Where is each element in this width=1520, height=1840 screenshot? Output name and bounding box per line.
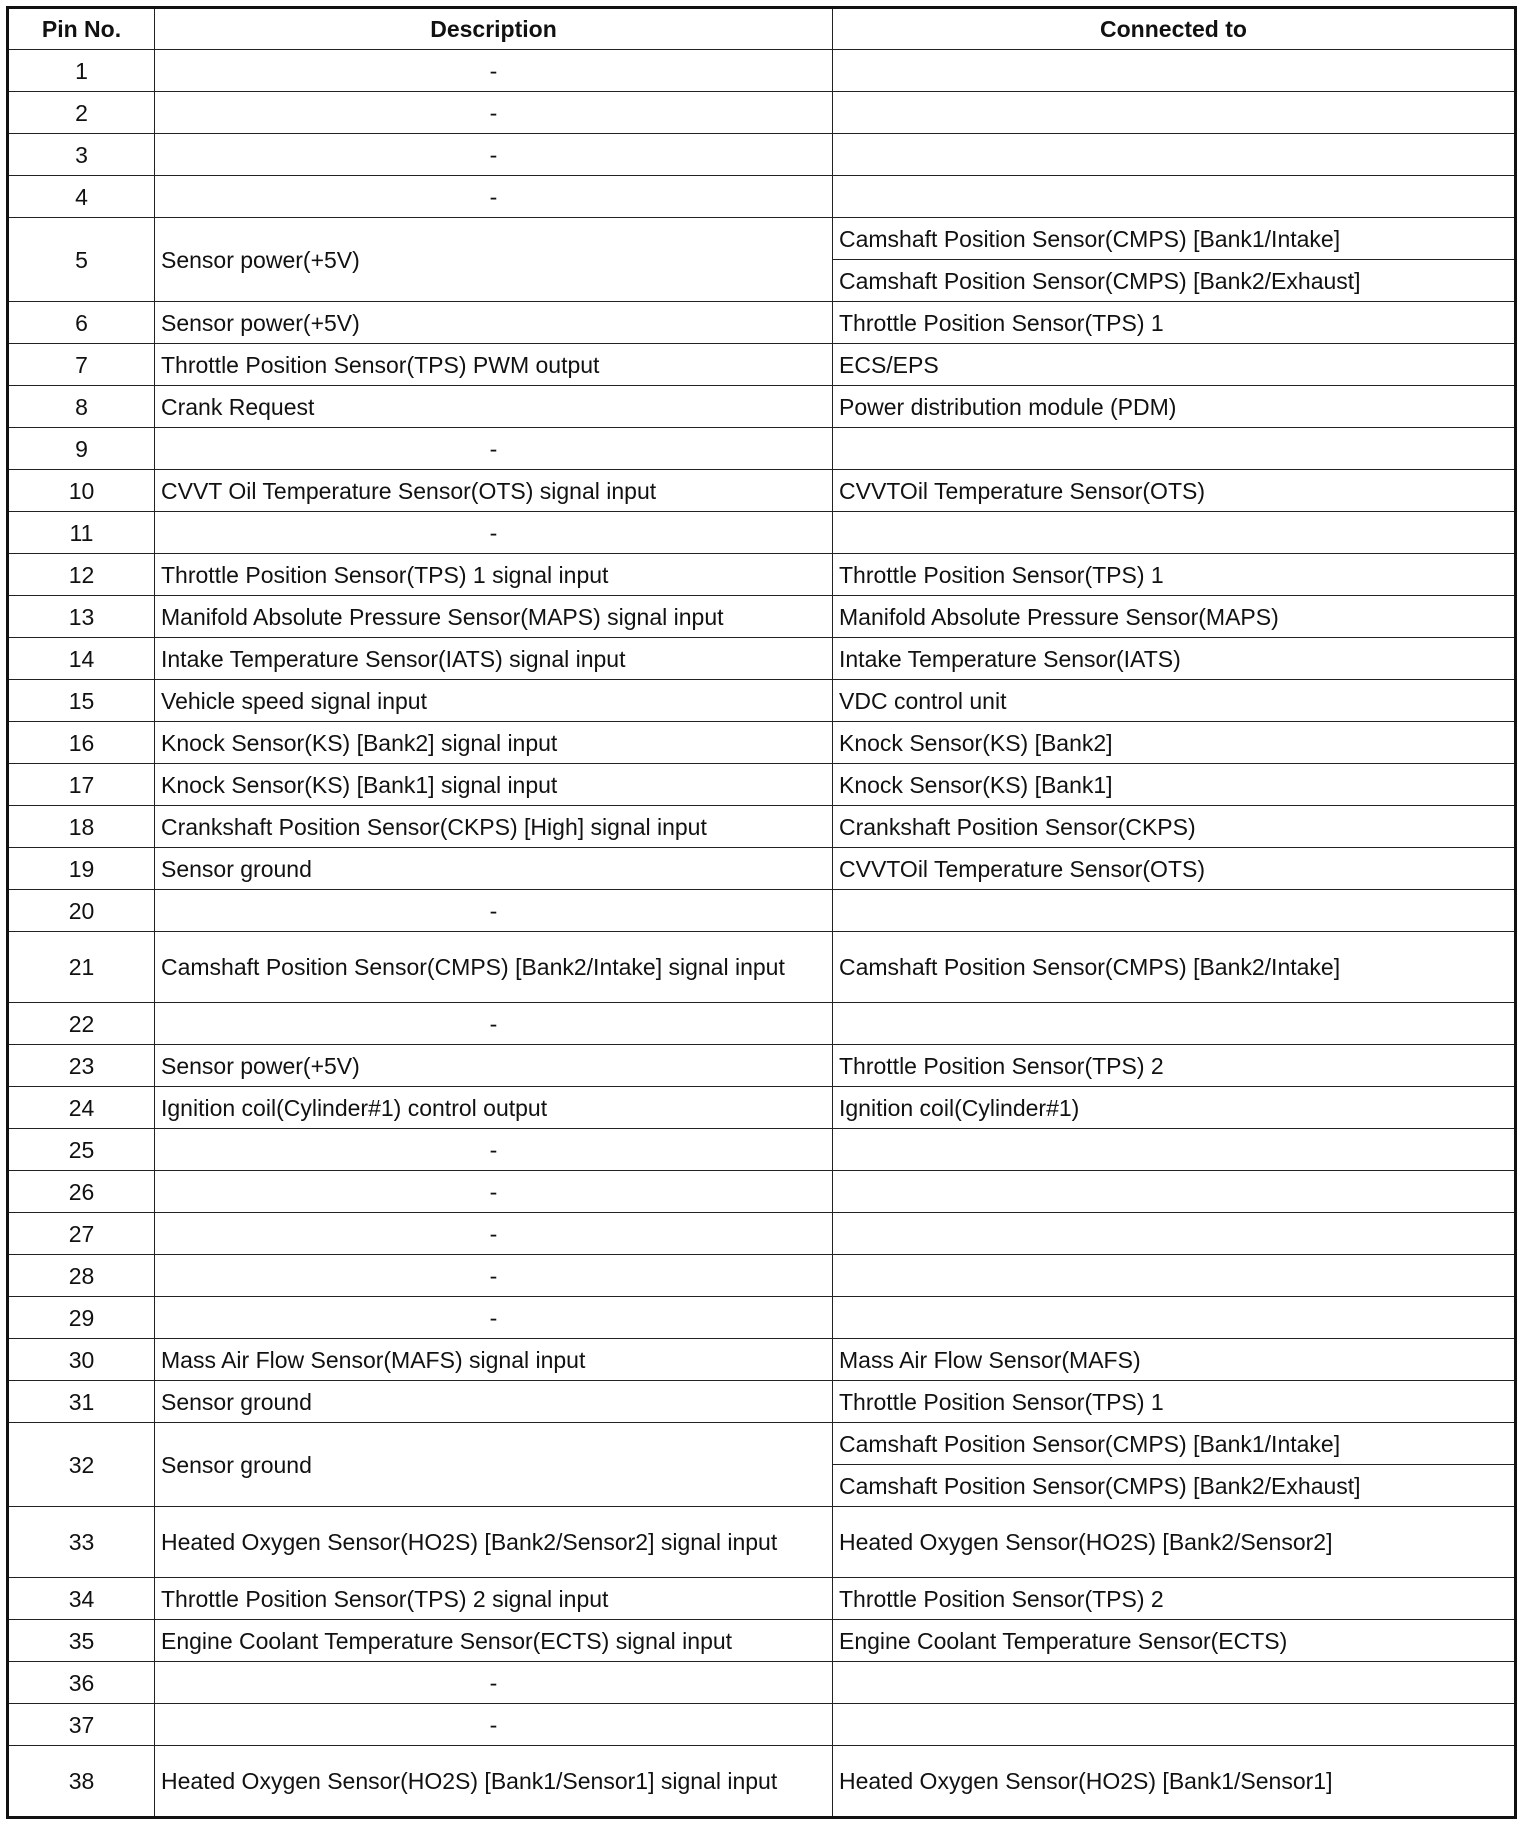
table-row [8,512,1516,554]
pin-connected-to-cell [833,512,1516,554]
pin-number-cell: 8 [8,386,155,428]
pin-description-cell: Mass Air Flow Sensor(MAFS) signal input [155,1339,833,1381]
pin-number-cell: 7 [8,344,155,386]
pin-description-cell: Throttle Position Sensor(TPS) 1 signal input [155,554,833,596]
pin-description-cell: - [155,1255,833,1297]
header-description: Description [155,8,833,50]
pin-number-cell: 24 [8,1087,155,1129]
pin-connected-to-cell: VDC control unit [833,680,1516,722]
pin-connected-to-cell: Throttle Position Sensor(TPS) 1 [833,1381,1516,1423]
pin-connected-to-cell: Throttle Position Sensor(TPS) 2 [833,1578,1516,1620]
table-row [8,1339,1516,1381]
pin-number-cell: 12 [8,554,155,596]
pin-number-cell: 21 [8,932,155,1003]
table-row [8,680,1516,722]
pin-connected-to-cell: Power distribution module (PDM) [833,386,1516,428]
pin-number-cell: 36 [8,1662,155,1704]
pin-description-cell: - [155,1704,833,1746]
pin-description-cell: Knock Sensor(KS) [Bank2] signal input [155,722,833,764]
pin-description-cell: - [155,1662,833,1704]
pin-number-cell: 28 [8,1255,155,1297]
pin-description-cell: Manifold Absolute Pressure Sensor(MAPS) signal input [155,596,833,638]
pin-connected-to-cell: CVVTOil Temperature Sensor(OTS) [833,848,1516,890]
pin-number-cell: 19 [8,848,155,890]
pin-connected-to-cell: Knock Sensor(KS) [Bank1] [833,764,1516,806]
pin-number-cell: 5 [8,218,155,302]
pin-description-cell: - [155,1297,833,1339]
pin-connected-to-cell [833,1129,1516,1171]
pin-description-cell: Sensor power(+5V) [155,1045,833,1087]
table-row [8,302,1516,344]
table-row [8,1129,1516,1171]
pin-connected-to-cell [833,890,1516,932]
pin-number-cell: 38 [8,1746,155,1818]
table-row [8,1255,1516,1297]
pin-number-cell: 15 [8,680,155,722]
pin-connected-to-cell [833,1003,1516,1045]
pin-description-cell: Camshaft Position Sensor(CMPS) [Bank2/Intake] signal input [155,932,833,1003]
pin-description-cell: - [155,176,833,218]
pin-connected-to-cell [833,428,1516,470]
pin-description-cell: - [155,428,833,470]
pin-number-cell: 6 [8,302,155,344]
table-row [8,1746,1516,1818]
pin-connected-to-cell: Ignition coil(Cylinder#1) [833,1087,1516,1129]
pin-description-cell: - [155,1171,833,1213]
table-row [8,134,1516,176]
pin-connected-to-cell: Heated Oxygen Sensor(HO2S) [Bank2/Sensor2] [833,1507,1516,1578]
pin-table [6,6,1517,1819]
table-row [8,554,1516,596]
pin-description-cell: Throttle Position Sensor(TPS) PWM output [155,344,833,386]
pin-connected-to-cell: Mass Air Flow Sensor(MAFS) [833,1339,1516,1381]
table-row [8,890,1516,932]
table-row [8,428,1516,470]
pin-connected-to-cell: CVVTOil Temperature Sensor(OTS) [833,470,1516,512]
table-row [8,344,1516,386]
pin-description-cell: - [155,50,833,92]
pin-connected-to-cell [833,1704,1516,1746]
pin-description-cell: - [155,512,833,554]
pin-number-cell: 16 [8,722,155,764]
table-row [8,1213,1516,1255]
pin-number-cell: 3 [8,134,155,176]
pin-number-cell: 26 [8,1171,155,1213]
pin-number-cell: 22 [8,1003,155,1045]
table-row [8,722,1516,764]
header-row [8,8,1516,50]
pin-connected-to-cell [833,1213,1516,1255]
pin-number-cell: 32 [8,1423,155,1507]
table-row [8,50,1516,92]
pin-connected-to-cell: Camshaft Position Sensor(CMPS) [Bank1/Intake] [833,218,1516,260]
pin-connected-to-cell [833,1662,1516,1704]
pin-description-cell: - [155,1129,833,1171]
pin-number-cell: 31 [8,1381,155,1423]
pin-description-cell: - [155,1003,833,1045]
pin-connected-to-cell [833,176,1516,218]
pin-connected-to-cell [833,1297,1516,1339]
pin-description-cell: Knock Sensor(KS) [Bank1] signal input [155,764,833,806]
table-row [8,1507,1516,1578]
table-row [8,596,1516,638]
pin-description-cell: Throttle Position Sensor(TPS) 2 signal input [155,1578,833,1620]
pin-number-cell: 27 [8,1213,155,1255]
pin-connected-to-cell: Engine Coolant Temperature Sensor(ECTS) [833,1620,1516,1662]
pin-number-cell: 4 [8,176,155,218]
pin-table-header [8,8,1516,50]
table-row [8,932,1516,1003]
pin-connected-to-cell [833,1171,1516,1213]
table-row [8,1578,1516,1620]
pin-connected-to-cell [833,134,1516,176]
pin-connected-to-cell: Camshaft Position Sensor(CMPS) [Bank1/Intake] [833,1423,1516,1465]
table-row [8,386,1516,428]
pin-description-cell: Sensor power(+5V) [155,302,833,344]
table-row [8,470,1516,512]
pin-number-cell: 29 [8,1297,155,1339]
pin-number-cell: 13 [8,596,155,638]
pin-number-cell: 9 [8,428,155,470]
pin-description-cell: - [155,890,833,932]
pin-description-cell: Sensor ground [155,1423,833,1507]
table-row [8,764,1516,806]
pin-number-cell: 11 [8,512,155,554]
pin-description-cell: Ignition coil(Cylinder#1) control output [155,1087,833,1129]
pin-connected-to-cell: ECS/EPS [833,344,1516,386]
header-connected-to: Connected to [833,8,1516,50]
pin-connected-to-cell: Knock Sensor(KS) [Bank2] [833,722,1516,764]
pin-connected-to-cell: Manifold Absolute Pressure Sensor(MAPS) [833,596,1516,638]
pin-number-cell: 17 [8,764,155,806]
table-row [8,1297,1516,1339]
table-row [8,1003,1516,1045]
pin-description-cell: - [155,92,833,134]
pin-connected-to-cell [833,50,1516,92]
pin-connected-to-cell [833,92,1516,134]
pin-description-cell: Sensor power(+5V) [155,218,833,302]
pin-connected-to-cell: Crankshaft Position Sensor(CKPS) [833,806,1516,848]
pin-connected-to-cell: Camshaft Position Sensor(CMPS) [Bank2/Exhaust] [833,260,1516,302]
pin-number-cell: 25 [8,1129,155,1171]
pin-number-cell: 14 [8,638,155,680]
table-row [8,1423,1516,1465]
pin-number-cell: 34 [8,1578,155,1620]
pin-number-cell: 33 [8,1507,155,1578]
pin-description-cell: Heated Oxygen Sensor(HO2S) [Bank1/Sensor1] signal input [155,1746,833,1818]
pin-table-sheet [6,6,1514,1819]
pin-description-cell: Crankshaft Position Sensor(CKPS) [High] signal input [155,806,833,848]
pin-connected-to-cell: Throttle Position Sensor(TPS) 1 [833,554,1516,596]
table-row [8,1045,1516,1087]
table-row [8,848,1516,890]
table-row [8,1620,1516,1662]
pin-description-cell: Crank Request [155,386,833,428]
header-pin-no: Pin No. [8,8,155,50]
pin-connected-to-cell: Camshaft Position Sensor(CMPS) [Bank2/Exhaust] [833,1465,1516,1507]
pin-number-cell: 23 [8,1045,155,1087]
pin-number-cell: 10 [8,470,155,512]
pin-number-cell: 20 [8,890,155,932]
pin-connected-to-cell: Heated Oxygen Sensor(HO2S) [Bank1/Sensor1] [833,1746,1516,1818]
pin-description-cell: - [155,1213,833,1255]
table-row [8,1704,1516,1746]
pin-description-cell: - [155,134,833,176]
table-row [8,1171,1516,1213]
table-row [8,218,1516,260]
pin-description-cell: Sensor ground [155,1381,833,1423]
pin-number-cell: 1 [8,50,155,92]
table-row [8,638,1516,680]
pin-number-cell: 37 [8,1704,155,1746]
pin-connected-to-cell [833,1255,1516,1297]
table-row [8,1662,1516,1704]
pin-description-cell: Sensor ground [155,848,833,890]
pin-number-cell: 35 [8,1620,155,1662]
pin-connected-to-cell: Throttle Position Sensor(TPS) 1 [833,302,1516,344]
table-row [8,92,1516,134]
pin-description-cell: Engine Coolant Temperature Sensor(ECTS) signal input [155,1620,833,1662]
table-row [8,1087,1516,1129]
pin-description-cell: CVVT Oil Temperature Sensor(OTS) signal input [155,470,833,512]
table-row [8,176,1516,218]
pin-connected-to-cell: Throttle Position Sensor(TPS) 2 [833,1045,1516,1087]
pin-number-cell: 2 [8,92,155,134]
pin-number-cell: 18 [8,806,155,848]
pin-description-cell: Intake Temperature Sensor(IATS) signal input [155,638,833,680]
table-row [8,806,1516,848]
pin-connected-to-cell: Camshaft Position Sensor(CMPS) [Bank2/Intake] [833,932,1516,1003]
pin-description-cell: Heated Oxygen Sensor(HO2S) [Bank2/Sensor2] signal input [155,1507,833,1578]
pin-connected-to-cell: Intake Temperature Sensor(IATS) [833,638,1516,680]
pin-description-cell: Vehicle speed signal input [155,680,833,722]
table-row [8,1381,1516,1423]
pin-number-cell: 30 [8,1339,155,1381]
pin-table-body [8,50,1516,1818]
